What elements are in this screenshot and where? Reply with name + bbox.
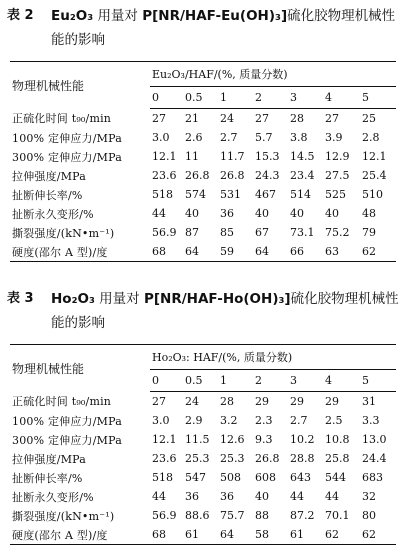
property-name-cell: 正硫化时间 t₉₀/min (12, 395, 112, 409)
value-cell: 29 (290, 395, 304, 408)
value-cell: 2.6 (185, 131, 203, 144)
property-name-cell: 扯断伸长率/% (12, 188, 83, 202)
value-cell: 66 (288, 242, 323, 262)
value-cell: 531 (220, 188, 241, 201)
table-row (10, 128, 396, 147)
value-cell: 14.5 (290, 150, 315, 163)
table-row (10, 204, 396, 223)
value-cell: 467 (255, 188, 276, 201)
table-row (10, 392, 396, 412)
table-2-col-header: 1 (218, 87, 253, 109)
value-cell: 40 (325, 207, 339, 220)
value-cell: 26.8 (255, 452, 280, 465)
table-2-caption (7, 0, 399, 54)
value-cell: 12.1 (152, 150, 177, 163)
table-2-col-header: 5 (360, 87, 396, 109)
table-3-col-header: 5 (360, 370, 396, 392)
value-cell: 3.3 (362, 414, 380, 427)
table-2-title-material: P[NR/HAF-Eu(OH)₃] (142, 8, 288, 24)
table-row (10, 411, 396, 430)
value-cell: 36 (185, 490, 199, 503)
property-name-cell: 300% 定伸应力/MPa (12, 150, 122, 164)
value-cell: 24 (220, 112, 234, 125)
value-cell: 514 (290, 188, 311, 201)
value-cell: 27 (152, 395, 166, 408)
table-row (10, 430, 396, 449)
table-row (10, 242, 396, 262)
value-cell: 3.0 (152, 131, 170, 144)
value-cell: 61 (288, 525, 323, 545)
property-name-cell: 100% 定伸应力/MPa (12, 414, 122, 428)
property-name-cell: 扯断伸长率/% (12, 471, 83, 485)
value-cell: 2.5 (325, 414, 343, 427)
value-cell: 87 (185, 226, 199, 239)
value-cell: 26.8 (185, 169, 210, 182)
table-2-title-mid: 用量对 (97, 8, 138, 24)
value-cell: 40 (255, 207, 269, 220)
value-cell: 27 (255, 112, 269, 125)
value-cell: 11.5 (185, 433, 210, 446)
value-cell: 3.8 (290, 131, 308, 144)
value-cell: 48 (362, 207, 376, 220)
value-cell: 80 (362, 509, 376, 522)
table-row (10, 166, 396, 185)
property-name-cell: 300% 定伸应力/MPa (12, 433, 122, 447)
value-cell: 518 (152, 471, 173, 484)
table-3-col-header: 0.5 (183, 370, 218, 392)
table-3-title-compound: Ho₂O₃ (51, 291, 95, 307)
value-cell: 62 (360, 242, 396, 262)
value-cell: 10.2 (290, 433, 315, 446)
value-cell: 79 (362, 226, 376, 239)
value-cell: 518 (152, 188, 173, 201)
table-3-col-header: 0 (150, 370, 183, 392)
table-3-col-header: 4 (323, 370, 360, 392)
value-cell: 12.1 (152, 433, 177, 446)
value-cell: 64 (218, 525, 253, 545)
table-3-title-material: P[NR/HAF-Ho(OH)₃] (143, 291, 291, 307)
table-3-col-header: 3 (288, 370, 323, 392)
value-cell: 40 (255, 490, 269, 503)
value-cell: 36 (220, 207, 234, 220)
table-2-row-header: 物理机械性能 (12, 78, 85, 93)
value-cell: 11.7 (220, 150, 245, 163)
table-3-caption (7, 283, 399, 337)
table-row (10, 487, 396, 506)
value-cell: 32 (362, 490, 376, 503)
value-cell: 58 (253, 525, 288, 545)
value-cell: 27.5 (325, 169, 350, 182)
value-cell: 25.8 (325, 452, 350, 465)
property-name-cell: 扯断永久变形/% (12, 490, 94, 504)
table-row (10, 468, 396, 487)
value-cell: 67 (255, 226, 269, 239)
value-cell: 10.8 (325, 433, 350, 446)
value-cell: 24 (185, 395, 199, 408)
value-cell: 28 (290, 112, 304, 125)
value-cell: 29 (325, 395, 339, 408)
value-cell: 510 (362, 188, 383, 201)
value-cell: 75.7 (220, 509, 245, 522)
value-cell: 12.9 (325, 150, 350, 163)
table-row (10, 109, 396, 129)
table-2-number: 表 2 (7, 8, 34, 23)
value-cell: 25.3 (220, 452, 245, 465)
value-cell: 64 (253, 242, 288, 262)
value-cell: 2.3 (255, 414, 273, 427)
value-cell: 12.6 (220, 433, 245, 446)
value-cell: 31 (362, 395, 376, 408)
table-3-title-mid: 用量对 (99, 291, 140, 307)
value-cell: 2.9 (185, 414, 203, 427)
property-name-cell: 撕裂强度/(kN•m⁻¹) (12, 509, 115, 523)
table-2-col-header: 3 (288, 87, 323, 109)
value-cell: 11 (185, 150, 199, 163)
value-cell: 25.4 (362, 169, 387, 182)
table-3-group-header: Ho₂O₃: HAF/(%, 质量分数) (150, 345, 396, 370)
table-2-col-header: 0 (150, 87, 183, 109)
value-cell: 61 (183, 525, 218, 545)
property-name-cell: 撕裂强度/(kN•m⁻¹) (12, 226, 115, 240)
value-cell: 44 (152, 207, 166, 220)
table-row (10, 449, 396, 468)
value-cell: 64 (183, 242, 218, 262)
value-cell: 28.8 (290, 452, 315, 465)
value-cell: 683 (362, 471, 383, 484)
value-cell: 2.8 (362, 131, 380, 144)
property-name-cell: 扯断永久变形/% (12, 207, 94, 221)
value-cell: 56.9 (152, 226, 177, 239)
value-cell: 70.1 (325, 509, 350, 522)
value-cell: 44 (152, 490, 166, 503)
value-cell: 574 (185, 188, 206, 201)
table-3-number: 表 3 (7, 291, 34, 306)
value-cell: 13.0 (362, 433, 387, 446)
value-cell: 24.4 (362, 452, 387, 465)
value-cell: 2.7 (290, 414, 308, 427)
value-cell: 12.1 (362, 150, 387, 163)
table-row (10, 506, 396, 525)
value-cell: 73.1 (290, 226, 315, 239)
value-cell: 56.9 (152, 509, 177, 522)
value-cell: 3.0 (152, 414, 170, 427)
value-cell: 608 (255, 471, 276, 484)
value-cell: 68 (150, 242, 183, 262)
property-name-cell: 正硫化时间 t₉₀/min (12, 112, 112, 126)
table-3-col-header: 2 (253, 370, 288, 392)
value-cell: 44 (290, 490, 304, 503)
table-3-title (51, 287, 399, 335)
table-3-title-rest: 硫化胶物理机械性能的影响 (51, 291, 399, 331)
value-cell: 44 (325, 490, 339, 503)
value-cell: 25 (362, 112, 376, 125)
value-cell: 24.3 (255, 169, 280, 182)
table-3 (10, 344, 396, 545)
table-2-col-header: 4 (323, 87, 360, 109)
value-cell: 88.6 (185, 509, 210, 522)
value-cell: 23.4 (290, 169, 315, 182)
value-cell: 2.7 (220, 131, 238, 144)
value-cell: 75.2 (325, 226, 350, 239)
table-3-col-header: 1 (218, 370, 253, 392)
value-cell: 3.2 (220, 414, 238, 427)
value-cell: 23.6 (152, 452, 177, 465)
property-name-cell: 硬度(邵尔 A 型)/度 (10, 242, 150, 262)
value-cell: 85 (220, 226, 234, 239)
property-name-cell: 拉伸强度/MPa (12, 452, 87, 466)
value-cell: 36 (220, 490, 234, 503)
value-cell: 643 (290, 471, 311, 484)
value-cell: 26.8 (220, 169, 245, 182)
value-cell: 27 (325, 112, 339, 125)
value-cell: 28 (220, 395, 234, 408)
value-cell: 23.6 (152, 169, 177, 182)
table-row (10, 185, 396, 204)
table-2-title-compound: Eu₂O₃ (51, 8, 94, 24)
table-3-row-header: 物理机械性能 (12, 361, 85, 376)
value-cell: 62 (360, 525, 396, 545)
value-cell: 59 (218, 242, 253, 262)
value-cell: 87.2 (290, 509, 315, 522)
value-cell: 40 (290, 207, 304, 220)
table-2-col-header: 2 (253, 87, 288, 109)
property-name-cell: 拉伸强度/MPa (12, 169, 87, 183)
table-row (10, 525, 396, 545)
value-cell: 5.7 (255, 131, 273, 144)
table-2-title-rest: 硫化胶物理机械性能的影响 (51, 8, 396, 48)
table-3-block (0, 283, 404, 542)
table-2-title (51, 4, 399, 52)
value-cell: 88 (255, 509, 269, 522)
value-cell: 25.3 (185, 452, 210, 465)
value-cell: 62 (323, 525, 360, 545)
value-cell: 63 (323, 242, 360, 262)
value-cell: 29 (255, 395, 269, 408)
table-2-block (0, 0, 404, 259)
property-name-cell: 硬度(邵尔 A 型)/度 (10, 525, 150, 545)
value-cell: 15.3 (255, 150, 280, 163)
value-cell: 3.9 (325, 131, 343, 144)
table-row (10, 223, 396, 242)
value-cell: 544 (325, 471, 346, 484)
value-cell: 525 (325, 188, 346, 201)
value-cell: 68 (150, 525, 183, 545)
value-cell: 40 (185, 207, 199, 220)
value-cell: 21 (185, 112, 199, 125)
value-cell: 547 (185, 471, 206, 484)
value-cell: 508 (220, 471, 241, 484)
property-name-cell: 100% 定伸应力/MPa (12, 131, 122, 145)
value-cell: 27 (152, 112, 166, 125)
table-row (10, 147, 396, 166)
value-cell: 9.3 (255, 433, 273, 446)
table-2 (10, 61, 396, 262)
table-2-group-header: Eu₂O₃/HAF/(%, 质量分数) (150, 62, 396, 87)
table-2-col-header: 0.5 (183, 87, 218, 109)
